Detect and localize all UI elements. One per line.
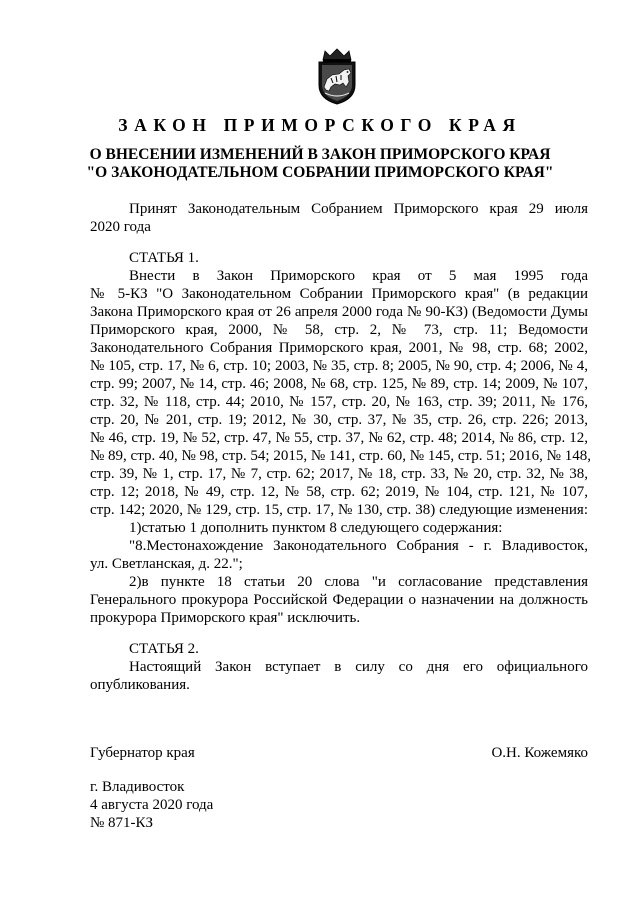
- article-1-quote-line-1: "8.Местонахождение Законодательного Собрания - г. Владивосток,: [129, 538, 588, 554]
- article-1-text-line: стр. 99; 2007, № 14, стр. 46; 2008, № 68, стр. 125, № 89, стр. 14; 2009, № 107,: [90, 376, 588, 392]
- article-1-quote-line-2: ул. Светланская, д. 22.";: [90, 556, 243, 572]
- footer-date: 4 августа 2020 года: [90, 797, 214, 813]
- adoption-line-2: 2020 года: [90, 219, 151, 235]
- article-1-item-2-line-3: прокурора Приморского края" исключить.: [90, 610, 361, 626]
- article-1-text-line: Законодательного Собрания Приморского края, 2001, № 98, стр. 68; 2002,: [90, 340, 588, 356]
- law-heading-line-2: "О ЗАКОНОДАТЕЛЬНОМ СОБРАНИИ ПРИМОРСКОГО КРАЯ": [86, 164, 554, 181]
- article-1-item-2-line-1: 2)в пункте 18 статьи 20 слова "и согласование представления: [129, 574, 588, 590]
- signature-position: Губернатор края: [90, 745, 195, 761]
- article-1-text-line: стр. 142; 2020, № 129, стр. 15, стр. 17, № 130, стр. 38) следующие изменения:: [90, 502, 588, 518]
- article-1-text-line: № 5-КЗ "О Законодательном Собрании Приморского края" (в редакции: [90, 286, 588, 302]
- signature-name: О.Н. Кожемяко: [491, 745, 588, 761]
- article-1-text-line: Закона Приморского края от 26 апреля 2000 года № 90-КЗ) (Ведомости Думы: [90, 304, 588, 320]
- article-2-text-line-1: Настоящий Закон вступает в силу со дня его официального: [129, 659, 588, 675]
- article-1-item-2-line-2: Генерального прокурора Российской Федерации о назначении на должность: [90, 592, 588, 608]
- article-2-heading: СТАТЬЯ 2.: [129, 641, 199, 657]
- article-1-item-1: 1)статью 1 дополнить пунктом 8 следующего содержания:: [129, 520, 503, 536]
- footer-city: г. Владивосток: [90, 779, 185, 795]
- article-1-text-line: стр. 20, № 201, стр. 19; 2012, № 30, стр. 37, № 35, стр. 26, стр. 226; 2013,: [90, 412, 588, 428]
- article-1-text-line: стр. 39, № 1, стр. 17, № 7, стр. 62; 2017, № 18, стр. 33, № 20, стр. 32, № 38,: [90, 466, 588, 482]
- law-title: ЗАКОН ПРИМОРСКОГО КРАЯ: [118, 115, 522, 135]
- article-1-text-line: Внести в Закон Приморского края от 5 мая 1995 года: [129, 268, 588, 284]
- coat-of-arms-icon: [313, 47, 361, 105]
- article-1-text-line: стр. 32, № 118, стр. 44; 2010, № 157, стр. 20, № 163, стр. 39; 2011, № 176,: [90, 394, 588, 410]
- article-1-text-line: № 89, стр. 40, № 98, стр. 54; 2015, № 141, стр. 60, № 145, стр. 51; 2016, № 148,: [90, 448, 591, 464]
- article-1-text-line: Приморского края, 2000, № 58, стр. 2, № 73, стр. 11; Ведомости: [90, 322, 588, 338]
- article-1-text-line: стр. 12; 2018, № 49, стр. 12, № 58, стр. 62; 2019, № 104, стр. 121, № 107,: [90, 484, 588, 500]
- article-1-text-line: № 46, стр. 19, № 52, стр. 47, № 55, стр. 37, № 62, стр. 48; 2014, № 86, стр. 12,: [90, 430, 588, 446]
- article-1-text-line: № 105, стр. 17, № 6, стр. 10; 2003, № 35, стр. 8; 2005, № 90, стр. 4; 2006, № 4,: [90, 358, 588, 374]
- adoption-line-1: Принят Законодательным Собранием Приморского края 29 июля: [129, 201, 588, 217]
- footer-number: № 871-КЗ: [90, 815, 154, 831]
- law-heading-line-1: О ВНЕСЕНИИ ИЗМЕНЕНИЙ В ЗАКОН ПРИМОРСКОГО КРАЯ: [89, 146, 551, 163]
- article-2-text-line-2: опубликования.: [90, 677, 190, 693]
- article-1-heading: СТАТЬЯ 1.: [129, 250, 199, 266]
